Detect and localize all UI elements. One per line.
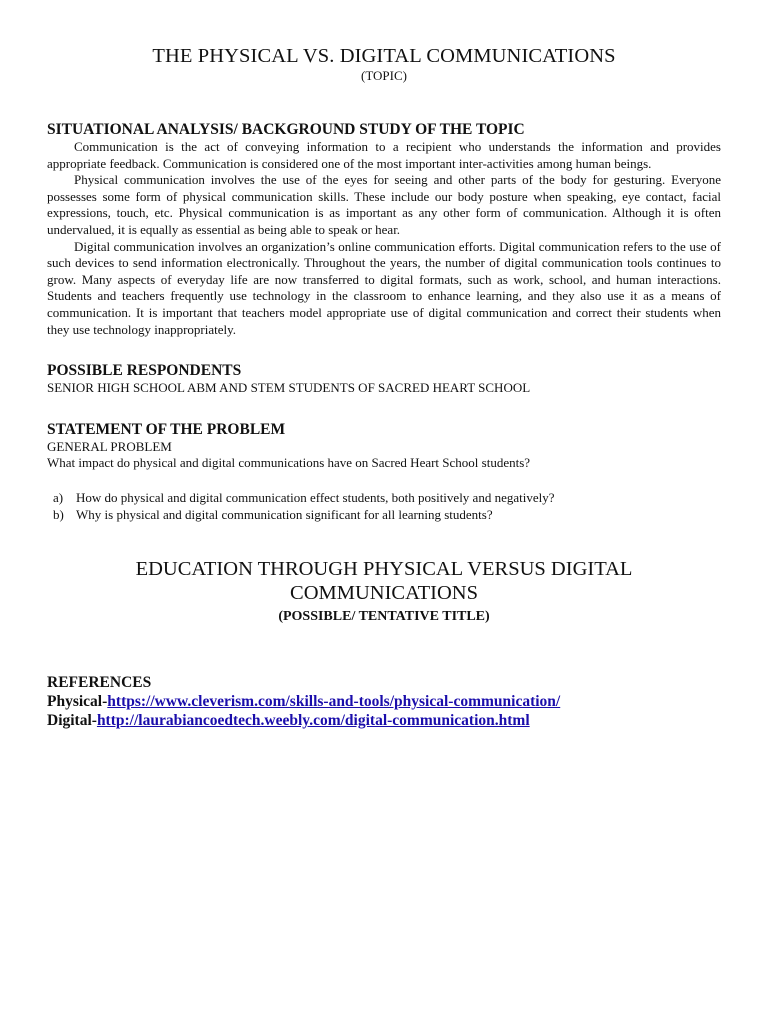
- situational-heading: SITUATIONAL ANALYSIS/ BACKGROUND STUDY OF THE TOPIC: [47, 121, 525, 138]
- reference-prefix: Digital-: [47, 711, 97, 729]
- list-item: [47, 489, 721, 506]
- list-item-text: Why is physical and digital communication significant for all learning students?: [76, 506, 493, 522]
- list-item: [47, 506, 721, 523]
- situational-paragraph: Communication is the act of conveying information to a recipient who understands the information and provides appropriate feedback. Communication is considered one of the most important inter-activities among human beings.: [47, 139, 721, 171]
- respondents-text: SENIOR HIGH SCHOOL ABM AND STEM STUDENTS OF SACRED HEART SCHOOL: [47, 380, 531, 396]
- general-problem-text: What impact do physical and digital communications have on Sacred Heart School students?: [47, 455, 531, 471]
- reference-link[interactable]: https://www.cleverism.com/skills-and-tools/physical-communication/: [107, 692, 561, 710]
- general-problem-label: GENERAL PROBLEM: [47, 438, 172, 454]
- list-marker: a): [53, 489, 64, 505]
- respondents-heading: POSSIBLE RESPONDENTS: [47, 362, 242, 380]
- problem-heading: STATEMENT OF THE PROBLEM: [47, 420, 286, 438]
- reference-prefix: Physical-: [47, 692, 108, 710]
- reference-item: [47, 711, 721, 730]
- tentative-title-line: EDUCATION THROUGH PHYSICAL VERSUS DIGITAL: [135, 557, 633, 580]
- document-title: THE PHYSICAL VS. DIGITAL COMMUNICATIONS: [152, 45, 616, 67]
- specific-questions-list: [47, 489, 721, 523]
- tentative-title-block: [47, 557, 721, 626]
- reference-link[interactable]: http://laurabiancoedtech.weebly.com/digital-communication.html: [96, 711, 530, 729]
- situational-paragraph: Physical communication involves the use of the eyes for seeing and other parts of the body for gesturing. Everyone possesses some form of physical communication skills. These include our body posture when speaking, eye contact, facial expressions, touch, etc. Physical communication is as important as any other form of communication. Although it is often undervalued, it is equally as essential as being able to speak or hear.: [47, 172, 721, 237]
- list-item-text: How do physical and digital communication effect students, both positively and negatively?: [76, 489, 555, 505]
- document-subtitle: (TOPIC): [361, 68, 407, 83]
- document-page: [47, 44, 721, 730]
- tentative-title-label: (POSSIBLE/ TENTATIVE TITLE): [278, 608, 490, 624]
- reference-item: [47, 692, 721, 711]
- list-marker: b): [53, 506, 64, 522]
- references-heading: REFERENCES: [47, 673, 152, 691]
- situational-paragraph: Digital communication involves an organization’s online communication efforts. Digital communication refers to the use of such devices to send information electronically. Throughout the years, the number of digital communication tools continues to grow. Many aspects of everyday life are now transferred to digital formats, such as work, school, and human interactions. Students and teachers frequently use technology in the classroom to enhance learning, and they also use it as a means of communication. It is important that teachers model appropriate use of digital communication and correct their students when they use technology inappropriately.: [47, 238, 721, 337]
- tentative-title-line: COMMUNICATIONS: [290, 581, 478, 604]
